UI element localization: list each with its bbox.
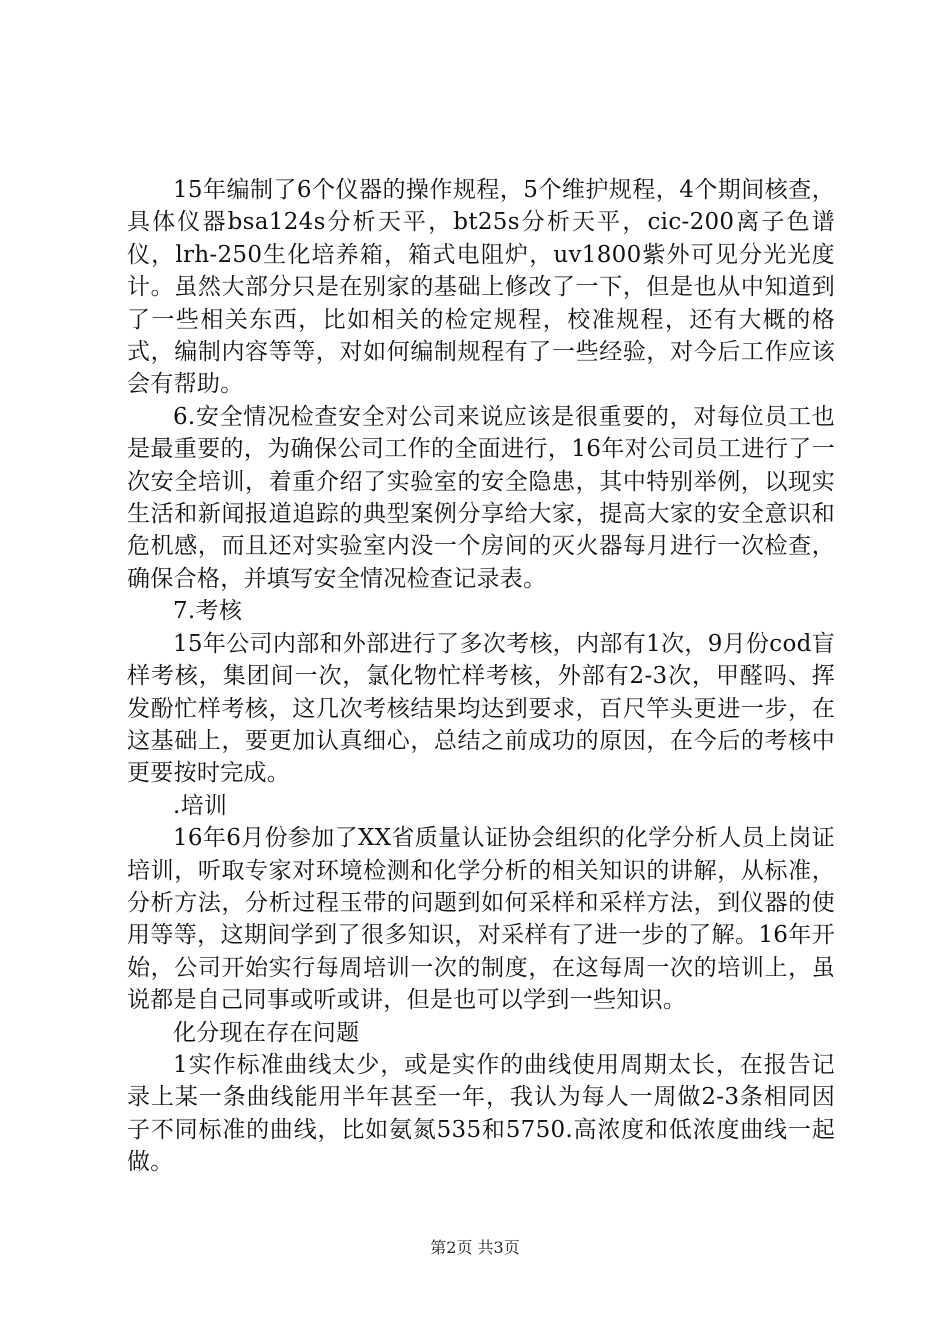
heading-training: .培训	[173, 792, 228, 819]
page-footer: 第2页 共3页	[430, 1238, 520, 1257]
heading-current-problems: 化分现在存在问题	[173, 1019, 360, 1046]
paragraph-problem-1: 1实作标准曲线太少，或是实作的曲线使用周期太长，在报告记录上某一条曲线能用半年甚至一年，我认为每人一周做2-3条相同因子不同标准的曲线，比如氨氮535和5750.高浓度和低浓度曲线一起做。	[127, 1051, 835, 1176]
paragraph-instrument-procedures: 15年编制了6个仪器的操作规程，5个维护规程，4个期间核查，具体仪器bsa124s分析天平，bt25s分析天平，cic-200离子色谱仪，lrh-250生化培养箱，箱式电阻炉，uv1800紫外可见分光光度计。虽然大部分只是在别家的基础上修改了一下，但是也从中知道到了一些相关东西，比如相关的检定规程，校准规程，还有大概的格式，编制内容等等，对如何编制规程有了一些经验，对今后工作应该会有帮助。	[127, 177, 835, 398]
document-body	[127, 174, 835, 1179]
paragraph-assessment: 15年公司内部和外部进行了多次考核，内部有1次，9月份cod盲样考核，集团间一次，氯化物忙样考核，外部有2-3次，甲醛吗、挥发酚忙样考核，这几次考核结果均达到要求，百尺竿头更进一步，在这基础上，要更加认真细心，总结之前成功的原因，在今后的考核中更要按时完成。	[127, 630, 835, 787]
heading-assessment: 7.考核	[173, 598, 243, 625]
paragraph-safety-inspection: 6.安全情况检查安全对公司来说应该是很重要的，对每位员工也是最重要的，为确保公司工作的全面进行，16年对公司员工进行了一次安全培训，着重介绍了实验室的安全隐患，其中特别举例，以现实生活和新闻报道追踪的典型案例分享给大家，提高大家的安全意识和危机感，而且还对实验室内没一个房间的灭火器每月进行一次检查，确保合格，并填写安全情况检查记录表。	[127, 403, 835, 592]
paragraph-training: 16年6月份参加了XX省质量认证协会组织的化学分析人员上岗证培训，听取专家对环境检测和化学分析的相关知识的讲解，从标准，分析方法，分析过程玉带的问题到如何采样和采样方法，到仪器的使用等等，这期间学到了很多知识，对采样有了进一步的了解。16年开始，公司开始实行每周培训一次的制度，在这每周一次的培训上，虽说都是自己同事或听或讲，但是也可以学到一些知识。	[127, 825, 835, 1014]
